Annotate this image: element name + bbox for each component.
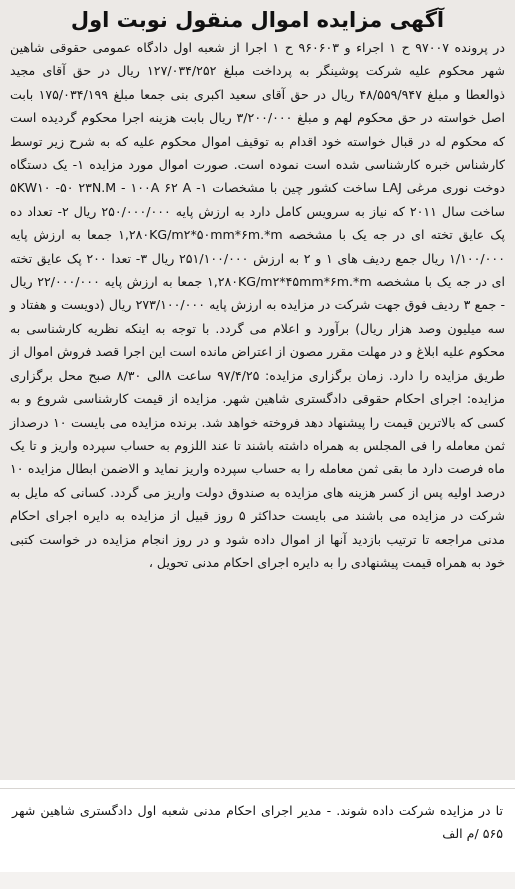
notice-title: آگهی مزایده اموال منقول نوبت اول	[70, 8, 445, 32]
notice-body: در پرونده ۹۷۰۰۷ ح ۱ اجراء و ۹۶۰۶۰۳ ح ۱ اجرا از شعبه اول دادگاه عمومی حقوقی شاهین شهر محکوم علیه شرکت پوشینگر به پرداخت مبلغ ۱۲۷/۰۳۴/۲۵۲ ریال در حق آقای مجید ذوالعطا و مبلغ ۴۸/۵۵۹/۹۴۷ ریال در حق آقای سعید اکبری بنی جمعا مبلغ ۱۷۵/۰۳۴/۱۹۹ بابت اصل خواسته در حق محکوم لهم و مبلغ ۳/۲۰۰/۰۰۰ ریال بابت هزینه اجرا محکوم گردیده است که محکوم له در قبال خواسته خود اقدام به توقیف اموال محکوم علیه که به شرح زیر توسط کارشناس خبره کارشناسی شده است نموده است. صورت اموال مورد مزایده ۱- یک دستگاه دوخت نوری مرغی LAJ ساخت کشور چین با مشخصات ۱- ۵KW۱۰ -۵۰ ۲۳N.M - ۱۰۰A ۶۲ A ساخت سال ۲۰۱۱ که نیاز به سرویس کامل دارد به ارزش پایه ۲۵۰/۰۰۰/۰۰۰ ریال ۲- تعداد ده پک عایق تخته ای در جه یک با مشخصه ۱,۲۸۰KG/m۲*۵۰mm*۶m.*m جمعا به ارزش پایه ۱/۱۰۰/۰۰۰ ریال جمع ردیف های ۱ و ۲ به ارزش ۲۵۱/۱۰۰/۰۰۰ ریال ۳- تعدا ۲۰۰ پک عایق تخته ای در جه یک با مشخصه ۱,۲۸۰KG/m۲*۴۵mm*۶m.*m جمعا به ارزش پایه ۲۲/۰۰۰/۰۰۰ ریال - جمع ۳ ردیف فوق جهت شرکت در مزایده به ارزش پایه ۲۷۳/۱۰۰/۰۰۰ ریال (دویست و هفتاد و سه میلیون وصد هزار ریال) برآورد و اعلام می گردد. با توجه به اینکه نظریه کارشناسی به محکوم علیه ابلاغ و در مهلت مقرر مصون از اعتراض مانده است این اجرا قصد فروش اموال از طریق مزایده را دارد. زمان برگزاری مزایده: ۹۷/۴/۲۵ ساعت ۸الی ۸/۳۰ صبح محل برگزاری مزایده: اجرای احکام حقوقی دادگستری شاهین شهر. مزایده از قیمت کارشناسی شروع و به کسی که بالاترین قیمت را پیشنهاد دهد فروخته خواهد شد. برنده مزایده می بایست ۱۰ درصداز ثمن معامله را فی المجلس به همراه داشته باشند تا عند اللزوم به حساب سپرده واریز و تا یک ماه فرصت دارد ما بقی ثمن معامله را به حساب سپرده واریز نماید و الاضمن ابطال مزایده ۱۰ درصد اولیه پس از کسر هزینه های مزایده به صندوق دولت واریز می گردد. کسانی که مایل به شرکت در مزایده می باشند می بایست حداکثر ۵ روز قبیل از مزایده به دایره اجرای احکام مدنی مراجعه تا ترتیب بازدید آنها از اموال داده شود و در روز انجام مزایده در خواست کتبی خود به همراه قیمت پیشنهادی را به دایره اجرای احکام مدنی تحویل ،	[10, 40, 506, 570]
page-bottom-edge	[0, 872, 515, 889]
notice-footer-text: تا در مزایده شرکت داده شوند. - مدیر اجرای احکام مدنی شعبه اول دادگستری شاهین شهر ۵۶۵ /م الف	[12, 803, 503, 842]
notice-footer	[0, 788, 515, 868]
